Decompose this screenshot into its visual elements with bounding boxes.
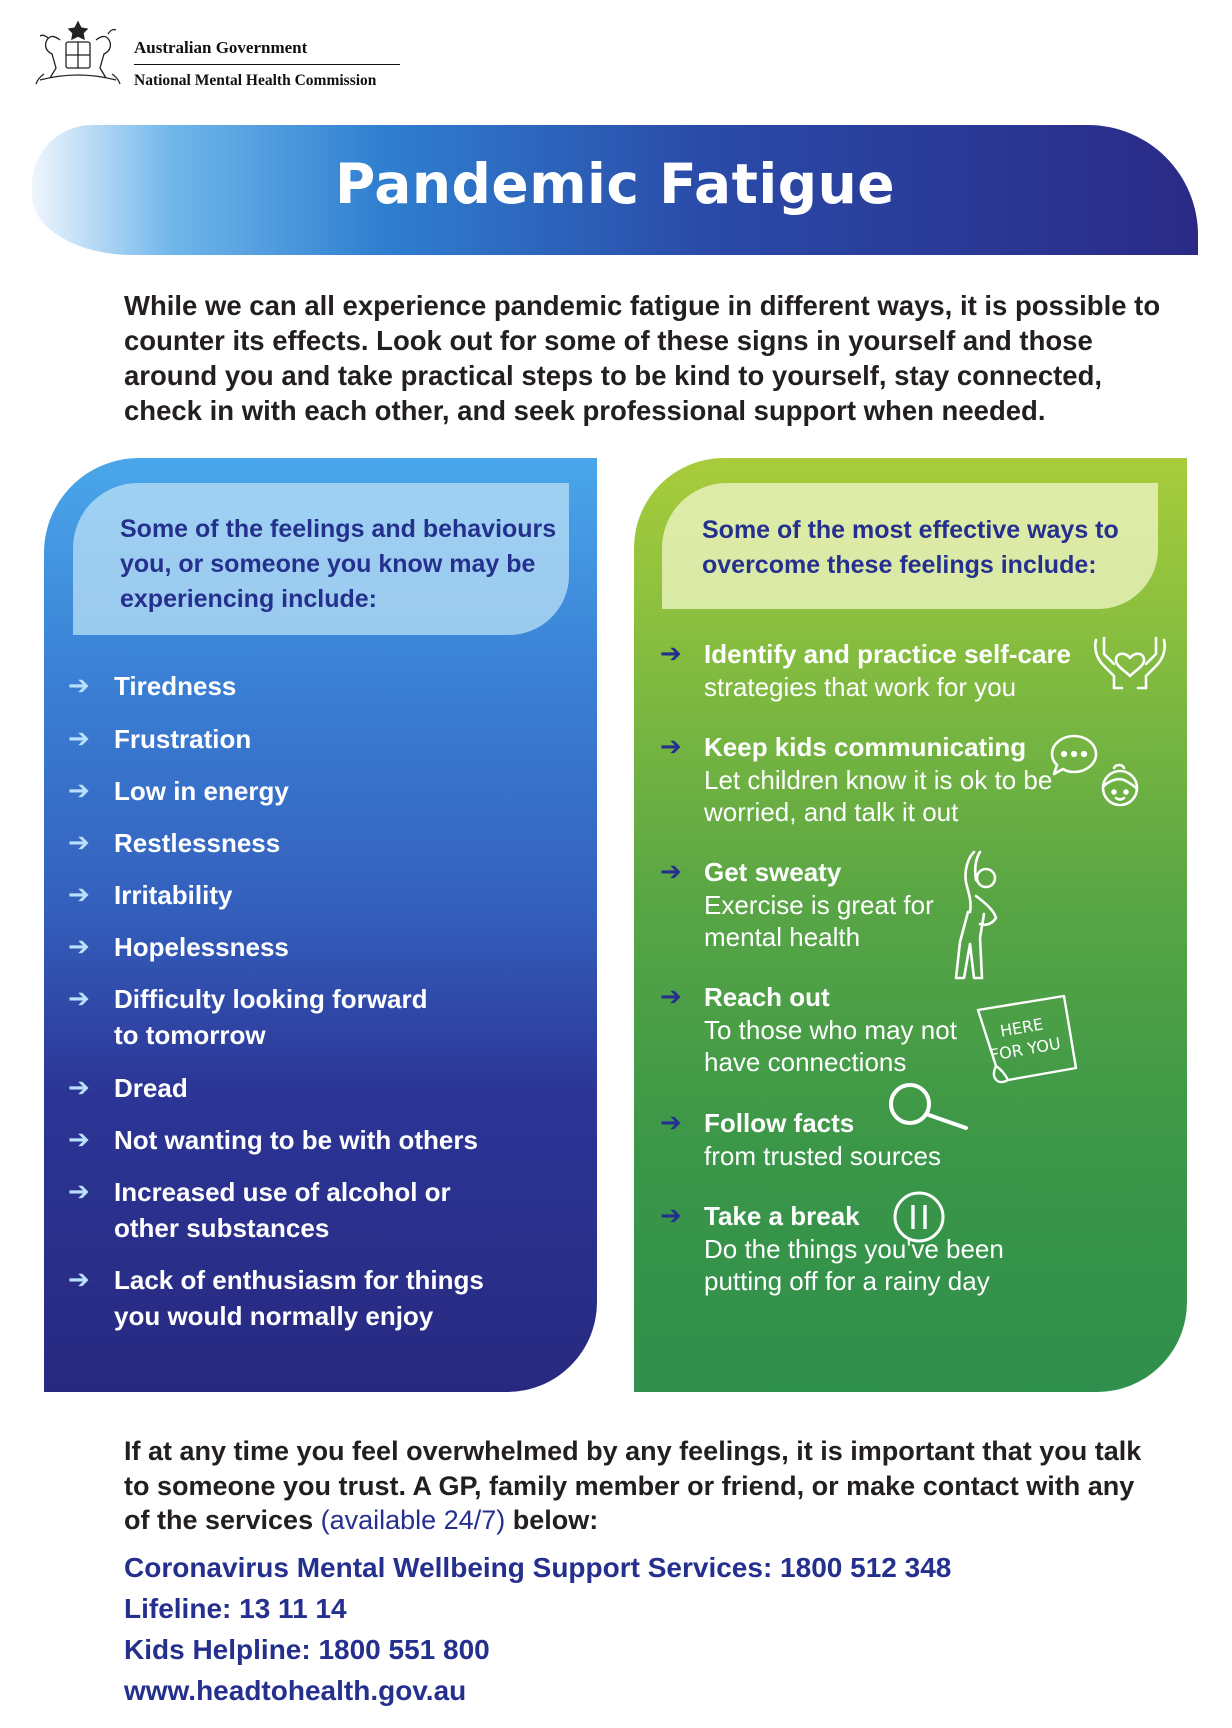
feelings-panel-heading: Some of the feelings and behaviours you, or someone you know may be experiencing include:: [120, 515, 557, 613]
support-paragraph: If at any time you feel overwhelmed by any feelings, it is important that you talk to someone you trust. A GP, family member or friend, or make contact with any of the services (available 24/7) below:: [124, 1436, 1142, 1535]
note-text-line-1: HERE: [998, 1014, 1045, 1041]
org-line-2: National Mental Health Commission: [134, 72, 377, 89]
arrow-icon: ➔: [68, 1265, 90, 1295]
arrow-icon: ➔: [68, 724, 90, 754]
intro-paragraph: While we can all experience pandemic fatigue in different ways, it is possible to counter its effects. Look out for some of these signs in yourself and those around you and take practical steps to be kind to yourself, stay connected, check in with each other, and seek professional support when needed.: [124, 290, 1161, 426]
arrow-icon: ➔: [68, 932, 90, 962]
org-line-1: Australian Government: [134, 38, 308, 57]
arrow-icon: ➔: [660, 982, 682, 1012]
arrow-icon: ➔: [660, 857, 682, 887]
strategies-panel-heading: Some of the most effective ways to overcome these feelings include:: [702, 516, 1119, 579]
arrow-icon: ➔: [660, 1201, 682, 1231]
website-link[interactable]: www.headtohealth.gov.au: [124, 1675, 467, 1706]
coat-of-arms-logo: [30, 18, 126, 90]
government-wordmark: [134, 38, 400, 90]
arrow-icon: ➔: [68, 880, 90, 910]
contact-kids-helpline: Kids Helpline: 1800 551 800: [124, 1634, 490, 1665]
note-text-line-2: FOR YOU: [988, 1033, 1063, 1065]
arrow-icon: ➔: [68, 828, 90, 858]
arrow-icon: ➔: [660, 1108, 682, 1138]
arrow-icon: ➔: [68, 1177, 90, 1207]
magnifier-icon: [886, 1082, 972, 1136]
availability-note: (available 24/7): [320, 1505, 506, 1535]
hands-heart-icon: [1090, 632, 1170, 694]
page-title: Pandemic Fatigue: [334, 152, 896, 216]
contact-wellbeing-service: Coronavirus Mental Wellbeing Support Services: 1800 512 348: [124, 1552, 952, 1583]
exercise-figure-icon: [940, 850, 1010, 980]
wordmark-divider: [134, 64, 400, 65]
note-icon: [974, 994, 1084, 1092]
pause-icon: [892, 1190, 946, 1244]
arrow-icon: ➔: [660, 639, 682, 669]
arrow-icon: ➔: [660, 732, 682, 762]
arrow-icon: ➔: [68, 1125, 90, 1155]
arrow-icon: ➔: [68, 1073, 90, 1103]
arrow-icon: ➔: [68, 984, 90, 1014]
contact-lifeline: Lifeline: 13 11 14: [124, 1593, 347, 1624]
child-speech-icon: [1050, 732, 1142, 812]
arrow-icon: ➔: [68, 671, 90, 701]
arrow-icon: ➔: [68, 776, 90, 806]
